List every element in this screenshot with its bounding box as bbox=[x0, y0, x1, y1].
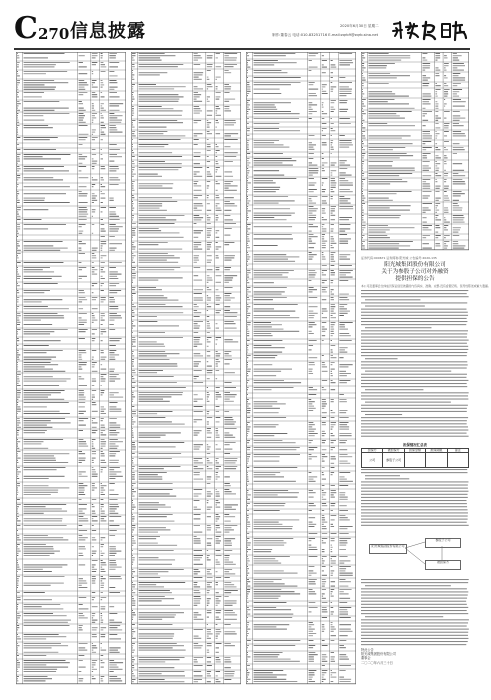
disclosure-table-column-1 bbox=[16, 52, 126, 684]
announcement-title-line-1: 关于为参股子公司对外融资 bbox=[381, 269, 449, 275]
diagram-box-guaranteed: 被担保方 bbox=[425, 560, 461, 570]
summary-cell: 参股子公司 bbox=[383, 453, 404, 468]
diagram-connectors bbox=[361, 534, 469, 576]
summary-cell bbox=[447, 453, 468, 468]
announcement-title-line-2: 提供担保的公告 bbox=[395, 276, 435, 282]
diagram-box-parent: 阳光城集团股份有限公司 bbox=[369, 544, 407, 554]
closing-body-text-lines bbox=[361, 578, 469, 650]
guarantee-summary bbox=[361, 442, 469, 530]
disclosure-table bbox=[16, 52, 126, 684]
equity-structure-diagram bbox=[361, 534, 469, 576]
disclosure-table-column-4 bbox=[361, 52, 469, 250]
announcement-code-line: 证券代码:000671 证券简称:阳光城 公告编号:2020-135 bbox=[361, 256, 437, 260]
summary-header-cell: 备注 bbox=[447, 449, 468, 453]
page-number: 270 bbox=[38, 25, 70, 43]
editor-contact-line: 制作:董春云 电话:010-83251716 E-mail:zqrb9@zqrb.sina.net bbox=[272, 33, 379, 37]
summary-cell bbox=[426, 453, 447, 468]
guarantee-announcement bbox=[361, 256, 491, 684]
masthead bbox=[0, 0, 484, 50]
announcement-footer bbox=[361, 648, 469, 665]
announcement-body-text bbox=[361, 289, 469, 439]
logo-calligraphy-mark bbox=[390, 18, 470, 44]
disclosure-table bbox=[361, 52, 469, 250]
footer-line: 特此公告 bbox=[361, 648, 374, 652]
summary-cell bbox=[404, 453, 425, 468]
summary-body-text-lines bbox=[361, 468, 469, 526]
summary-cell: 公司 bbox=[362, 453, 383, 468]
summary-table bbox=[361, 448, 469, 468]
summary-data-row bbox=[362, 453, 469, 468]
footer-line: 二〇二〇年六月三十日 bbox=[361, 660, 393, 665]
masthead-rule bbox=[14, 48, 470, 50]
footer-line: 阳光城集团股份有限公司 bbox=[361, 652, 397, 657]
announcement-disclaimer: 本公司及董事会全体成员保证信息披露的内容真实、准确、完整,没有虚假记载、误导性陈述或重大遗漏。 bbox=[361, 284, 491, 288]
summary-header-cell: 被担保方 bbox=[383, 449, 404, 453]
page-letter: C bbox=[14, 11, 38, 46]
summary-header-cell: 担保方 bbox=[362, 449, 383, 453]
footer-line: 董事会 bbox=[361, 656, 371, 661]
newspaper-logo bbox=[390, 18, 470, 44]
section-title: 信息披露 bbox=[70, 21, 146, 42]
diagram-box-affiliate: 参股子公司 bbox=[425, 538, 461, 548]
issue-date: 2020年6月30日 星期二 bbox=[340, 24, 379, 28]
disclosure-table bbox=[246, 52, 356, 684]
body-text-lines bbox=[361, 289, 469, 439]
announcement-company: 阳光城集团股份有限公司 bbox=[384, 262, 446, 268]
disclosure-table-column-2 bbox=[131, 52, 241, 684]
summary-header-cell: 担保期限 bbox=[426, 449, 447, 453]
summary-header-cell: 担保金额 bbox=[404, 449, 425, 453]
disclosure-table-column-3 bbox=[246, 52, 356, 684]
summary-table-caption: 担保情况汇总表 bbox=[403, 443, 427, 447]
disclosure-table bbox=[131, 52, 241, 684]
